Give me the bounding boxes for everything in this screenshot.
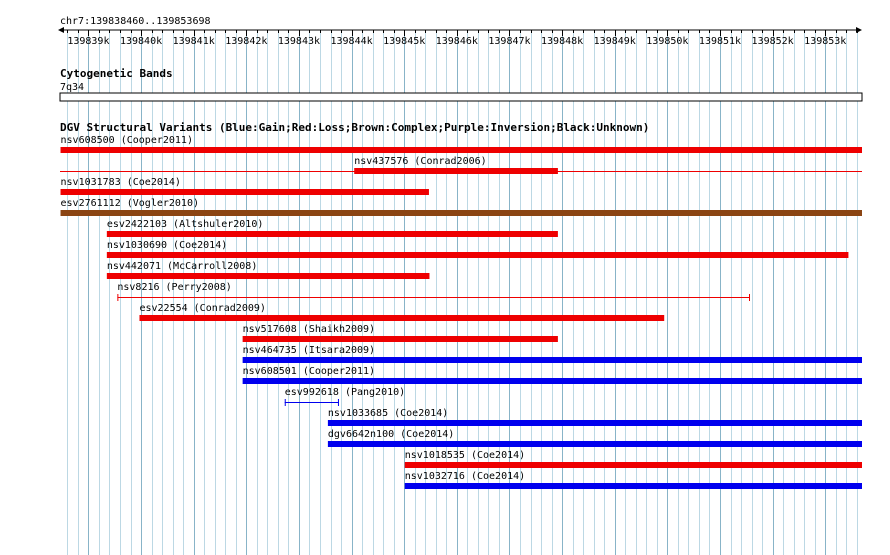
- dgv-feature-label: nsv608501 (Cooper2011): [242, 366, 376, 377]
- ruler-tick-label: 139841k: [172, 36, 215, 47]
- ruler-tick-label: 139839k: [67, 36, 110, 47]
- dgv-feature-bar[interactable]: [243, 357, 862, 363]
- dgv-feature-label: nsv1032716 (Coe2014): [404, 471, 526, 482]
- dgv-feature[interactable]: [405, 471, 862, 489]
- ruler-tick-label: 139846k: [435, 36, 478, 47]
- cytoband-track-title: Cytogenetic Bands: [60, 67, 173, 80]
- ruler-tick-label: 139853k: [804, 36, 847, 47]
- dgv-features: [60, 135, 862, 489]
- ruler-tick-label: 139851k: [698, 36, 742, 47]
- dgv-feature-label: esv2761112 (Vogler2010): [60, 198, 200, 209]
- dgv-feature-label: nsv608500 (Cooper2011): [60, 135, 193, 146]
- ruler-ticks: [67, 30, 857, 47]
- dgv-feature-label: esv2422103 (Altshuler2010): [106, 219, 264, 230]
- dgv-track: [60, 121, 862, 489]
- dgv-feature-label: nsv437576 (Conrad2006): [354, 156, 487, 167]
- dgv-feature-label: nsv442071 (McCarroll2008): [106, 261, 258, 272]
- dgv-feature-bar[interactable]: [61, 189, 429, 195]
- dgv-feature[interactable]: [243, 366, 862, 384]
- ruler-tick-label: 139843k: [277, 36, 321, 47]
- dgv-feature[interactable]: [60, 156, 862, 174]
- dgv-feature[interactable]: [285, 387, 405, 406]
- dgv-feature[interactable]: [328, 408, 862, 426]
- ruler-tick-label: 139840k: [119, 36, 163, 47]
- ruler-location: chr7:139838460..139853698: [60, 16, 211, 27]
- dgv-feature-bar[interactable]: [243, 336, 558, 342]
- dgv-feature[interactable]: [107, 240, 849, 258]
- dgv-feature-bar[interactable]: [405, 483, 862, 489]
- dgv-feature-label: esv22554 (Conrad2009): [139, 303, 266, 314]
- dgv-feature-bar[interactable]: [328, 441, 862, 447]
- ruler-tick-label: 139848k: [541, 36, 584, 47]
- dgv-feature[interactable]: [61, 177, 429, 195]
- dgv-feature[interactable]: [139, 303, 664, 321]
- dgv-feature-label: nsv8216 (Perry2008): [117, 282, 232, 293]
- dgv-feature[interactable]: [107, 261, 430, 279]
- dgv-feature-label: esv992618 (Pang2010): [284, 387, 406, 398]
- dgv-feature-bar[interactable]: [243, 378, 862, 384]
- ruler-tick-label: 139844k: [330, 36, 373, 47]
- dgv-feature-bar[interactable]: [328, 420, 862, 426]
- ruler-tick-label: 139849k: [593, 36, 636, 47]
- dgv-feature-label: nsv1031783 (Coe2014): [60, 177, 181, 188]
- scroll-left-arrow-icon[interactable]: [58, 27, 64, 33]
- ruler-tick-label: 139847k: [488, 36, 531, 47]
- dgv-feature[interactable]: [61, 135, 862, 153]
- ruler-tick-label: 139845k: [383, 36, 426, 47]
- dgv-feature-bar[interactable]: [107, 273, 430, 279]
- dgv-feature-bar[interactable]: [61, 147, 862, 153]
- dgv-feature[interactable]: [243, 324, 558, 342]
- cytoband-ideogram[interactable]: [60, 93, 862, 101]
- dgv-feature-bar[interactable]: [61, 210, 862, 216]
- dgv-feature-label: nsv1030690 (Coe2014): [106, 240, 228, 251]
- dgv-feature[interactable]: [61, 198, 862, 216]
- ruler-track: [58, 16, 862, 47]
- dgv-feature-bar[interactable]: [354, 168, 558, 174]
- ruler-tick-label: 139842k: [225, 36, 268, 47]
- ruler-tick-label: 139852k: [751, 36, 794, 47]
- dgv-feature-bar[interactable]: [107, 252, 849, 258]
- dgv-feature-bar[interactable]: [139, 315, 664, 321]
- scroll-right-arrow-icon[interactable]: [856, 27, 862, 33]
- dgv-feature-label: dgv6642n100 (Coe2014): [327, 429, 455, 440]
- dgv-feature-bar[interactable]: [107, 231, 558, 237]
- dgv-track-title: DGV Structural Variants (Blue:Gain;Red:Loss;Brown:Complex;Purple:Inversion;Black:Unknown): [60, 121, 650, 134]
- dgv-feature-label: nsv1033685 (Coe2014): [327, 408, 449, 419]
- dgv-feature[interactable]: [243, 345, 862, 363]
- ruler-tick-label: 139850k: [646, 36, 689, 47]
- cytoband-track: [60, 67, 862, 101]
- dgv-feature-bar[interactable]: [405, 462, 862, 468]
- dgv-feature[interactable]: [107, 219, 558, 237]
- dgv-feature-label: nsv1018535 (Coe2014): [404, 450, 526, 461]
- cytoband-label: 7q34: [60, 82, 85, 93]
- dgv-feature-label: nsv464735 (Itsara2009): [242, 345, 376, 356]
- dgv-feature[interactable]: [117, 282, 750, 301]
- dgv-feature-label: nsv517608 (Shaikh2009): [242, 324, 376, 335]
- dgv-feature[interactable]: [405, 450, 862, 468]
- dgv-feature[interactable]: [328, 429, 862, 447]
